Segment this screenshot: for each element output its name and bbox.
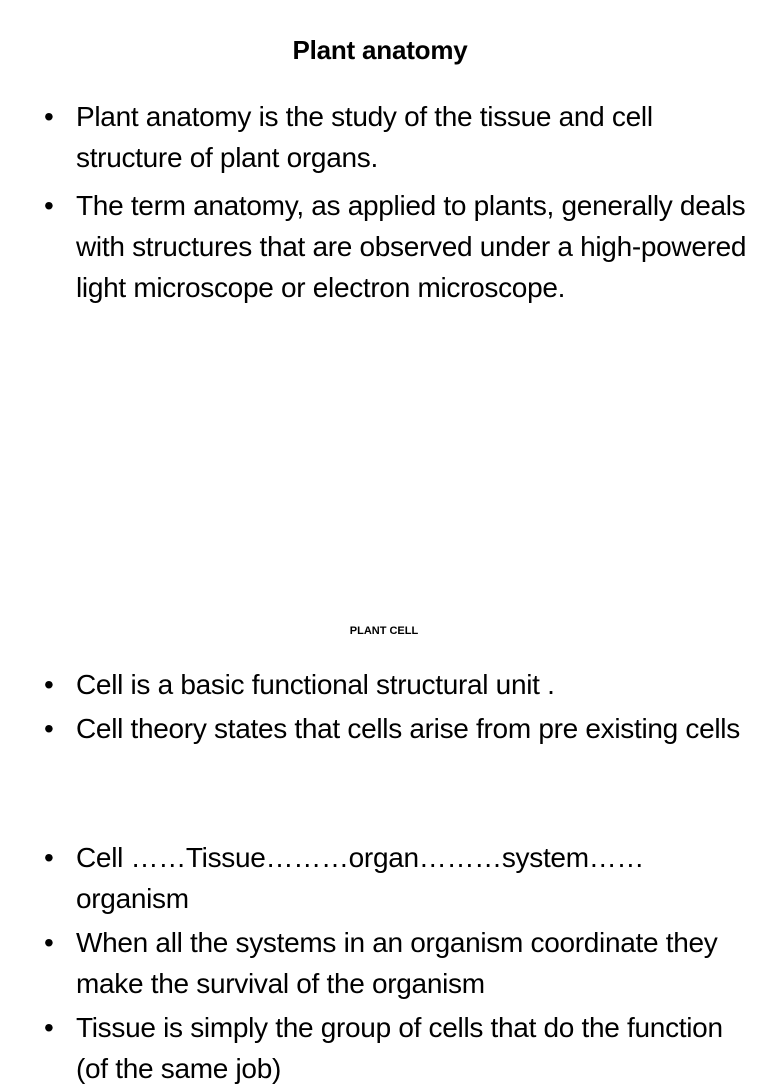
hierarchy-bullet-list — [0, 837, 768, 1089]
list-item — [0, 185, 768, 308]
bullet-icon: • — [44, 1012, 54, 1043]
bullet-icon: • — [44, 713, 54, 744]
list-item-text: When all the systems in an organism coordinate they make the survival of the organism — [76, 927, 718, 999]
list-item — [0, 837, 768, 919]
page-title: Plant anatomy — [292, 35, 468, 65]
list-item — [0, 96, 768, 178]
section-heading: PLANT CELL — [349, 625, 419, 637]
list-item — [0, 922, 768, 1004]
list-item-text: Cell is a basic functional structural unit . — [76, 669, 555, 700]
bullet-icon: • — [44, 190, 54, 221]
bullet-icon: • — [44, 927, 54, 958]
list-item-text: Plant anatomy is the study of the tissue and cell structure of plant organs. — [76, 101, 653, 173]
list-item-text: Cell ……Tissue………organ………system……organism — [76, 842, 645, 914]
list-item — [0, 664, 768, 705]
list-item — [0, 708, 768, 749]
bullet-icon: • — [44, 842, 54, 873]
cell-bullet-list — [0, 664, 768, 749]
bullet-icon: • — [44, 101, 54, 132]
bullet-icon: • — [44, 669, 54, 700]
list-item-text: Tissue is simply the group of cells that do the function (of the same job) — [76, 1012, 723, 1084]
list-item — [0, 1007, 768, 1089]
list-item-text: The term anatomy, as applied to plants, generally deals with structures that are observed under a high-powered light microscope or electron microscope. — [76, 190, 747, 303]
intro-bullet-list — [0, 96, 768, 308]
list-item-text: Cell theory states that cells arise from pre existing cells — [76, 713, 740, 744]
